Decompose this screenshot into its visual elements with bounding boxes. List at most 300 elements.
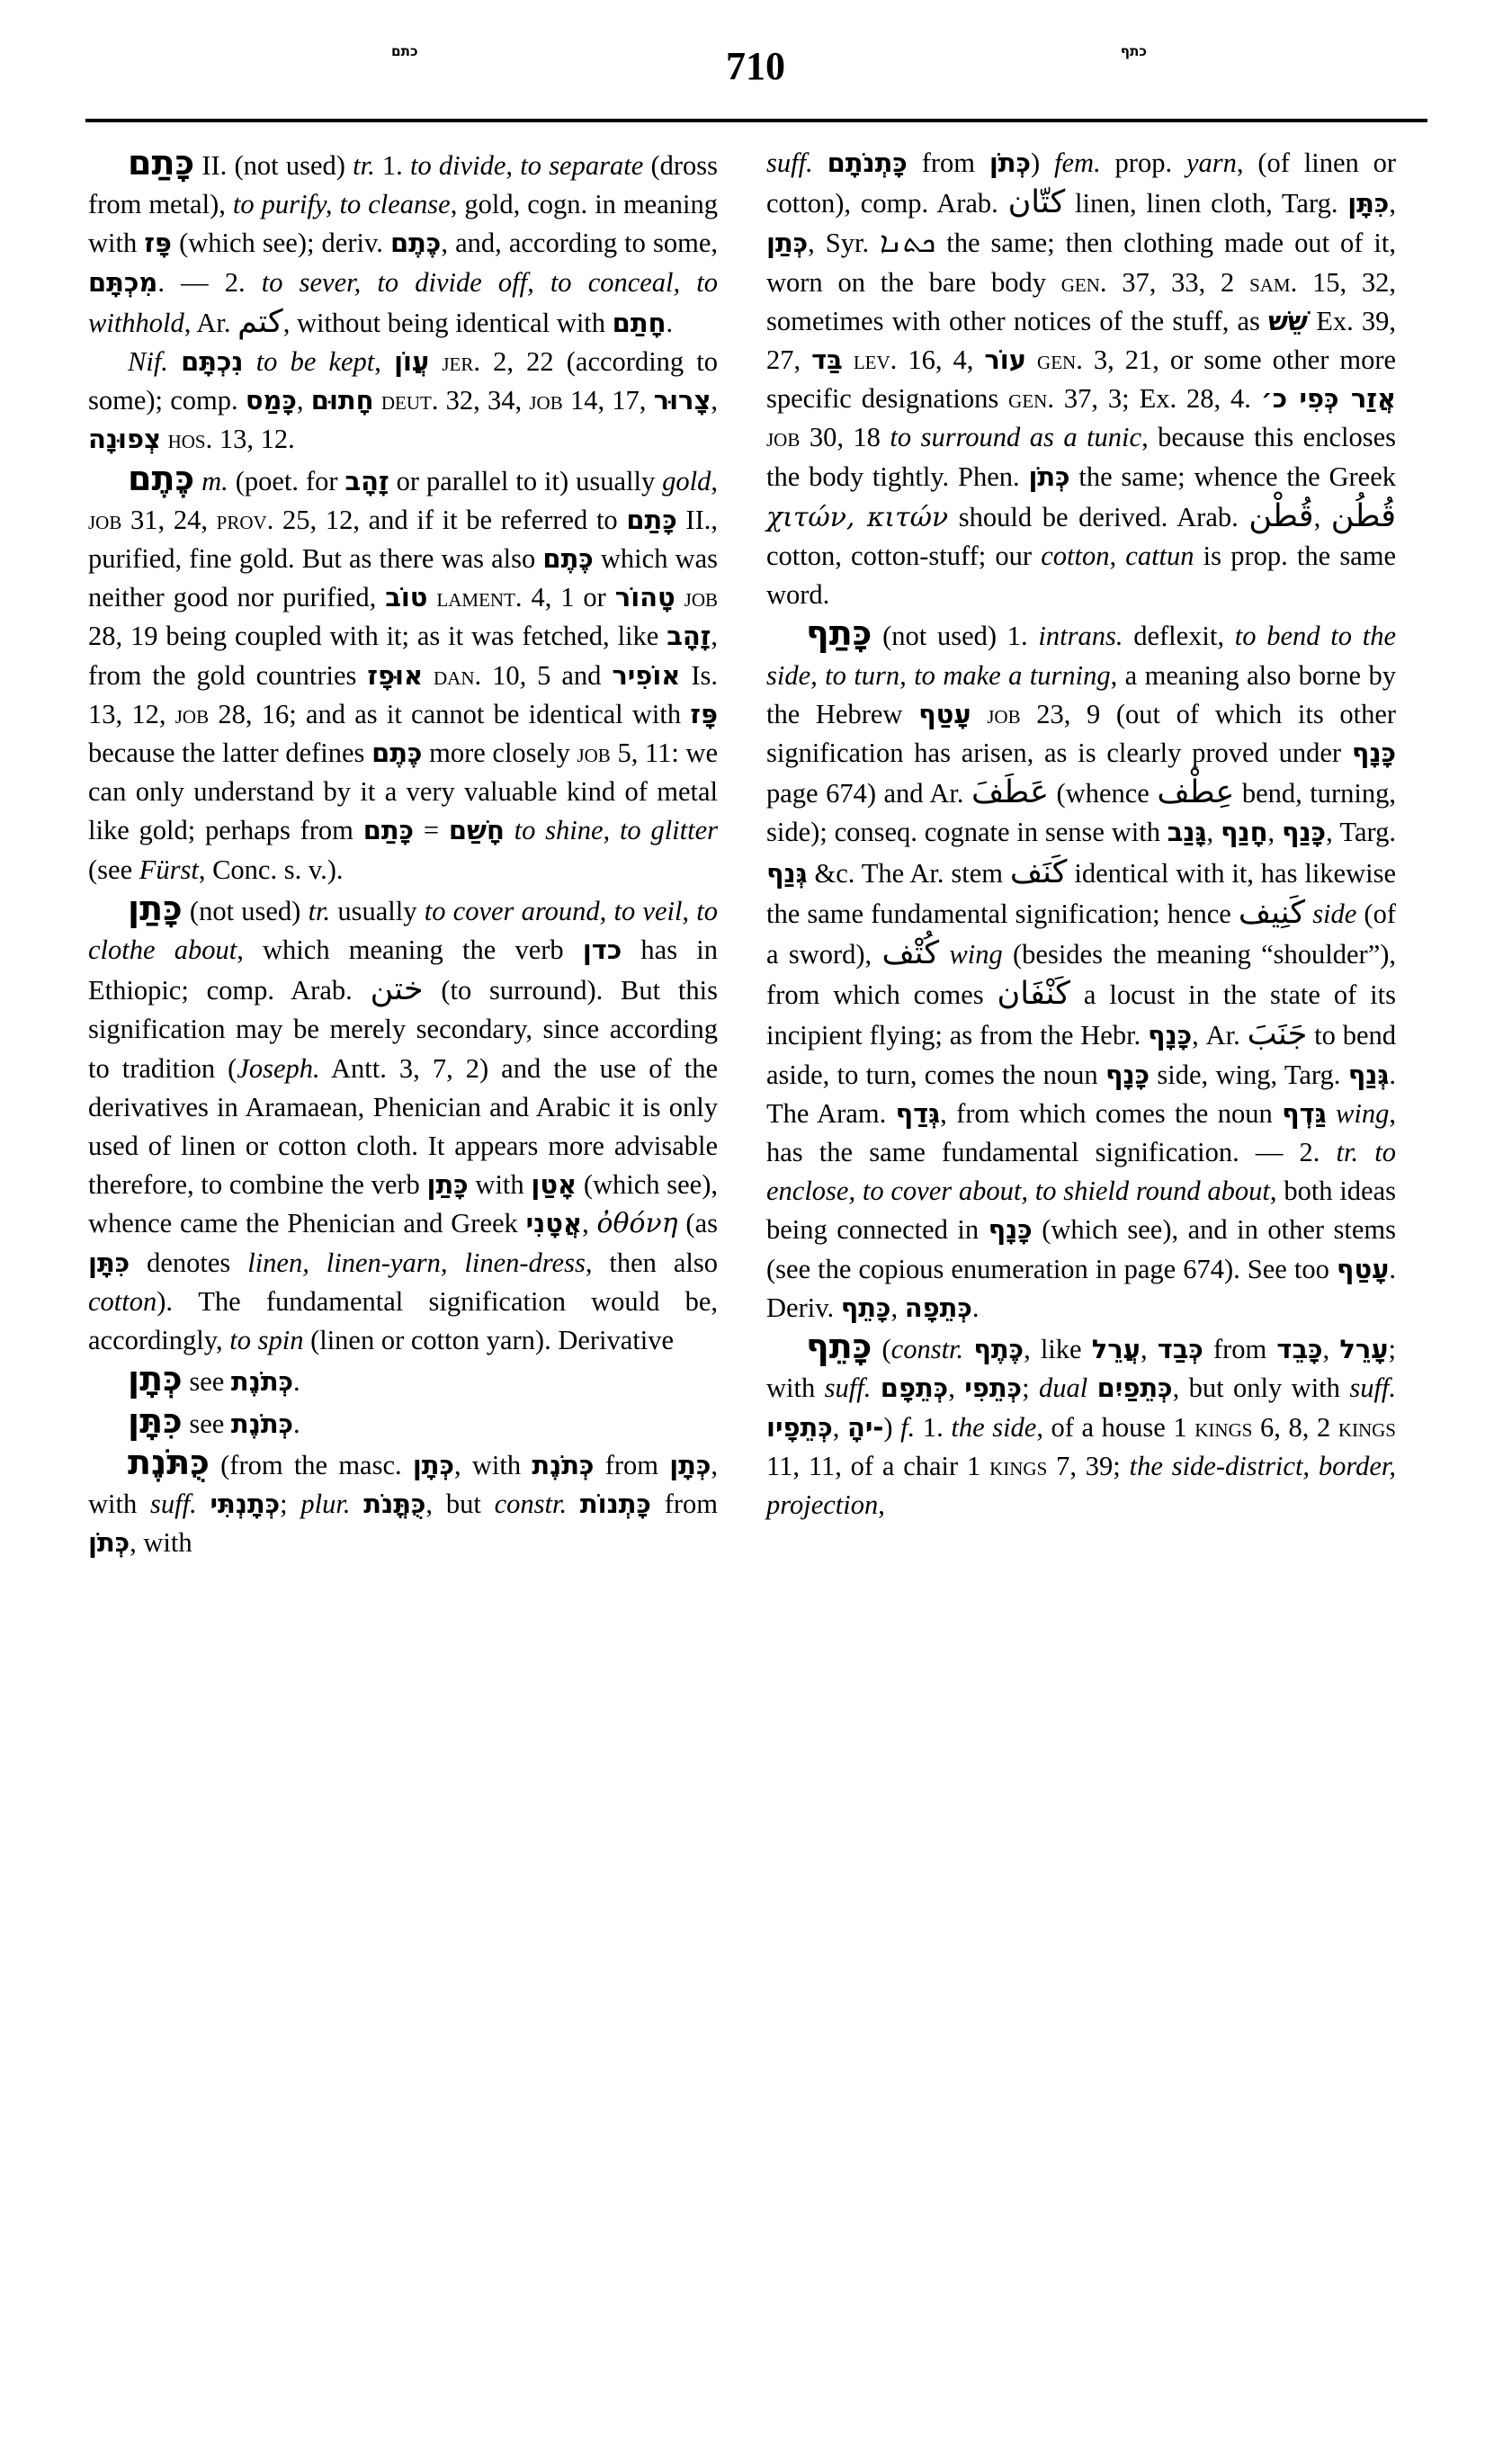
italic-gloss: f.	[900, 1411, 916, 1443]
text-run: ,	[878, 1489, 885, 1520]
text-run: 7, 39;	[1047, 1450, 1130, 1481]
text-run: II., purified, fine gold. But as there was also	[88, 504, 718, 575]
italic-gloss: tr. to enclose, to cover about, to shield round about	[766, 1137, 1397, 1207]
text-run: (dross from metal),	[88, 150, 718, 220]
scripture-reference: gen.	[1037, 344, 1083, 376]
text-run: the same; then clothing made out of it, worn on the bare body	[766, 228, 1396, 298]
hebrew-word: כָּנָף	[1105, 1059, 1150, 1090]
text-run	[427, 582, 436, 612]
text-run: with	[468, 1169, 532, 1201]
hebrew-word: כְּתָן	[412, 1449, 455, 1480]
hebrew-word: עָטַף	[1336, 1253, 1390, 1284]
hebrew-word: כֶּתֶף	[973, 1334, 1024, 1365]
text-run: from	[594, 1449, 670, 1480]
hebrew-word: זָהָב	[344, 465, 389, 496]
arabic-word: كتم	[237, 302, 283, 340]
italic-gloss: linen, linen-yarn, linen-dress	[247, 1247, 586, 1278]
text-run: or parallel to it) usually	[389, 465, 663, 496]
text-run: , then also	[585, 1247, 718, 1278]
entry-headword: כֶּתֶם	[128, 458, 195, 498]
text-run: (not used) 1.	[872, 621, 1039, 652]
scripture-reference: gen.	[1008, 383, 1054, 415]
dictionary-entry-katham-ii	[88, 144, 718, 343]
hebrew-word: כדן	[582, 934, 622, 966]
hebrew-word: אֲזַר כְּפִי כ׳	[1260, 383, 1397, 415]
text-run: , from which comes the noun	[940, 1097, 1283, 1129]
text-run: ;	[280, 1488, 301, 1519]
italic-gloss: intrans.	[1038, 621, 1123, 652]
arabic-word: كَنَف	[1009, 853, 1068, 890]
text-run: , from the gold countries	[88, 621, 718, 691]
arabic-word: كُتْف	[881, 934, 940, 972]
text-run: ,	[948, 1373, 965, 1404]
text-run: ,	[374, 346, 395, 378]
text-run: , of a house 1	[1036, 1411, 1195, 1443]
italic-gloss: to surround as a tunic	[890, 422, 1142, 453]
entry-headword: כָּתֵף	[806, 1327, 872, 1367]
scripture-reference: kings	[989, 1450, 1048, 1481]
hebrew-word: חָשַׁם	[448, 815, 505, 846]
hebrew-word: גַּדְף	[1282, 1097, 1327, 1129]
text-run: (	[872, 1334, 891, 1365]
hebrew-word: כְּתֵפָה	[904, 1292, 972, 1323]
text-run: , but only with	[1172, 1373, 1350, 1404]
italic-gloss: cotton	[88, 1285, 157, 1317]
hebrew-word: נִכְתָּם	[181, 346, 244, 378]
text-run: ,	[1206, 817, 1221, 848]
text-run: more closely	[422, 738, 577, 769]
text-run	[505, 815, 514, 845]
italic-gloss: cotton, cattun	[1041, 541, 1194, 572]
text-run	[680, 660, 691, 691]
hebrew-word: מִכְתָּם	[88, 266, 158, 298]
text-run: . — 2.	[157, 266, 262, 298]
arabic-word: عَطَفَ	[971, 773, 1049, 811]
hebrew-word: חָתַם	[612, 307, 667, 338]
text-run: ,	[1322, 1334, 1340, 1365]
italic-gloss: suff.	[824, 1373, 872, 1404]
text-run: denotes	[130, 1247, 248, 1278]
italic-gloss: to shine, to glitter	[514, 815, 718, 846]
text-run: Is.	[691, 659, 718, 691]
hebrew-word: צְפוּנָה	[88, 424, 161, 455]
scripture-reference: job	[577, 738, 611, 769]
hebrew-word: כְּתַן	[766, 228, 809, 259]
text-run: , Syr.	[808, 228, 881, 259]
text-run: 37, 3; Ex. 28, 4.	[1053, 383, 1261, 415]
text-run: 4, 1 or	[522, 582, 615, 613]
hebrew-word: כִּתָּן	[88, 1247, 130, 1278]
text-run: Antt. 3, 7, 2) and the use of the derivatives in Aramaean, Phenician and Arabic it is only used of linen or cotton cloth. It appears more advisable therefore, to combine the verb	[88, 1052, 718, 1201]
hebrew-word: כְּבַד	[1157, 1334, 1203, 1365]
text-run	[871, 1373, 880, 1403]
text-run: prop.	[1100, 148, 1186, 178]
header-left-catchword: כתם	[391, 43, 418, 59]
scripture-reference: lev.	[853, 344, 898, 376]
text-run: , a meaning also borne by the Hebrew	[766, 659, 1396, 729]
hebrew-word: כְּתֹן	[88, 1527, 130, 1559]
italic-gloss: fem.	[1054, 148, 1101, 178]
scripture-reference: prov.	[216, 504, 274, 535]
hebrew-word: כְּתֵפָיו	[766, 1411, 833, 1443]
scripture-reference: job	[88, 504, 122, 535]
text-run: ,	[1389, 188, 1396, 219]
text-run: (which see), whence came the Phenician and Greek	[88, 1169, 718, 1239]
text-run: 31, 24,	[121, 504, 217, 535]
hebrew-word: כָּבֵד	[1276, 1334, 1323, 1365]
scripture-reference: job	[174, 698, 210, 729]
page-number: 710	[726, 44, 785, 88]
hebrew-word: כְּתֹנֶת	[532, 1449, 595, 1480]
italic-gloss: to bend to the side, to turn, to make a turning	[766, 621, 1396, 691]
italic-gloss: suff.	[150, 1488, 197, 1519]
text-run: )	[1031, 148, 1055, 178]
text-run	[197, 1489, 210, 1519]
text-run: , with	[130, 1527, 192, 1559]
hebrew-word: עוֹר	[984, 344, 1027, 376]
text-run: ). The fundamental signification would be, accordingly,	[88, 1285, 718, 1356]
text-run: 1.	[374, 150, 410, 181]
text-run: 32, 34,	[438, 385, 530, 416]
italic-gloss: wing	[1336, 1097, 1390, 1129]
text-run	[1087, 1373, 1096, 1403]
italic-gloss: plur.	[300, 1488, 351, 1519]
dictionary-entry-katheph-verb	[766, 614, 1396, 1328]
arabic-word: كتّان	[1007, 183, 1066, 221]
text-run: usually	[330, 895, 425, 926]
text-run: (see	[88, 854, 139, 885]
entry-headword: כָּתַן	[128, 888, 183, 928]
text-run: . Deriv.	[766, 1253, 1396, 1323]
text-column-right	[766, 144, 1396, 1525]
italic-gloss: to cover around, to veil, to clothe about	[88, 895, 719, 966]
dictionary-entry-kuttoneth-cont	[766, 144, 1396, 614]
text-run: 23, 9 (out of which its other signification has arisen, as is clearly proved under	[766, 698, 1397, 769]
hebrew-word: צָרוּר	[653, 385, 711, 416]
hebrew-word: ‑יהָ	[846, 1411, 884, 1443]
text-run: , Targ.	[1326, 817, 1397, 848]
scripture-reference: sam.	[1249, 266, 1298, 298]
text-run: Ex. 39, 27,	[766, 305, 1396, 376]
text-run	[963, 1334, 973, 1364]
text-run: .	[971, 1292, 980, 1323]
hebrew-word: כְּתֵפִי	[964, 1373, 1023, 1404]
hebrew-word: בַּד	[811, 344, 843, 376]
text-run: ;	[1022, 1373, 1039, 1404]
italic-gloss: the side	[951, 1411, 1037, 1443]
text-run	[1327, 1098, 1336, 1129]
text-run	[971, 699, 988, 729]
scripture-reference: dan.	[434, 659, 482, 691]
hebrew-word: חָנַף	[1220, 817, 1268, 848]
arabic-word: ختن	[370, 970, 424, 1008]
italic-gloss: to sever, to divide off, to conceal, to withhold	[88, 266, 719, 338]
text-run: ,	[296, 385, 311, 416]
text-run: linen, linen cloth, Targ.	[1065, 188, 1348, 219]
text-run: , without being identical with	[282, 307, 613, 338]
entry-headword: כְּתָן	[128, 1359, 183, 1399]
text-run: ,	[1267, 817, 1282, 848]
italic-gloss: to divide, to separate	[409, 150, 644, 181]
hebrew-word: כָּנָף	[1351, 738, 1396, 769]
dictionary-entry-deriv-2	[88, 1402, 718, 1444]
scripture-reference: jer.	[442, 346, 480, 378]
hebrew-word: עֲוֹן	[394, 346, 430, 378]
text-run: , which meaning the verb	[237, 934, 583, 966]
arabic-word: قُطُن	[1330, 496, 1397, 534]
text-run: 2, 22 (according to some); comp.	[88, 346, 719, 416]
text-run: because the latter defines	[88, 738, 372, 769]
text-run: the same; whence the Greek	[1069, 460, 1396, 492]
text-run: (besides the meaning “shoulder”), from which comes	[766, 939, 1397, 1011]
text-run	[813, 148, 828, 178]
arabic-word: كَنْفَان	[997, 975, 1070, 1013]
arabic-word: جَنَبَ	[1247, 1015, 1308, 1053]
text-run: 6, 8, 2	[1252, 1411, 1338, 1443]
text-run	[1026, 344, 1037, 375]
text-run: 15, 32, sometimes with other notices of the stuff, as	[766, 266, 1397, 336]
scripture-reference: lament.	[436, 582, 523, 613]
text-run: 1.	[915, 1411, 952, 1443]
italic-gloss: m.	[201, 465, 228, 496]
hebrew-word: אֲטָנִי	[525, 1208, 583, 1239]
text-run	[843, 344, 854, 375]
text-run: 30, 18	[800, 422, 890, 453]
entry-headword: כָּתַם	[128, 143, 195, 183]
dictionary-entry-nifal	[88, 343, 718, 460]
italic-gloss: wing	[949, 939, 1003, 970]
text-run: 13, 12.	[212, 424, 295, 455]
text-run: cotton, cotton-stuff; our	[766, 541, 1042, 572]
italic-gloss: yarn	[1185, 148, 1237, 178]
syriac-word: ܟܬܢܐ	[880, 225, 936, 260]
running-head	[85, 43, 1426, 113]
text-run: bend, turning, side); conseq. cognate in sense with	[766, 778, 1396, 848]
entry-headword: כָּתַף	[806, 613, 872, 654]
text-run: deflexit,	[1123, 621, 1235, 652]
text-run: page 674) and Ar.	[766, 778, 972, 809]
text-run	[429, 346, 442, 377]
italic-gloss: Nif.	[128, 346, 168, 378]
arabic-word: قُطْن	[1248, 496, 1314, 534]
text-run: which was neither good nor purified,	[88, 543, 718, 613]
text-run	[161, 424, 168, 454]
text-run: , Ar.	[1192, 1020, 1248, 1051]
hebrew-word: שֵׁשׁ	[1268, 305, 1309, 336]
text-run: &c. The Ar. stem	[807, 857, 1010, 889]
text-run: ,	[1313, 501, 1331, 532]
hebrew-word: כְּתֹנֶת	[230, 1366, 294, 1398]
text-run: , and, according to some,	[441, 228, 718, 259]
text-run: , Conc. s. v.).	[198, 854, 344, 885]
text-run: is prop. the same word.	[766, 541, 1396, 611]
text-run: , gold, cogn. in meaning with	[88, 189, 718, 259]
text-run: (linen or cotton yarn). Derivative	[303, 1325, 675, 1356]
text-run	[244, 346, 256, 377]
dictionary-entry-kethem-noun	[88, 460, 718, 890]
header-right-catchword: כתף	[1120, 43, 1147, 59]
text-run: identical with it, has likewise the same fundamental signification; hence	[766, 857, 1396, 929]
text-run: 37, 33, 2	[1106, 266, 1250, 298]
italic-gloss: to be kept	[255, 346, 375, 378]
text-run	[939, 939, 949, 970]
hebrew-word: עָטַף	[918, 698, 971, 729]
text-run	[423, 660, 434, 691]
text-run	[168, 346, 181, 377]
hebrew-word: כְּתֹן	[1028, 460, 1070, 492]
dictionary-entry-deriv-1	[88, 1360, 718, 1401]
text-run: (which see), and in other stems (see the copious enumeration in page 674). See too	[766, 1214, 1397, 1284]
hebrew-word: גָּנַב	[1167, 817, 1207, 848]
text-run: 28, 16; and as it cannot be identical with	[209, 698, 691, 729]
text-run: 28, 19 being coupled with it; as it was fetched, like	[88, 621, 667, 652]
hebrew-word: אָטַן	[531, 1169, 577, 1201]
hebrew-word: כָּתַם	[362, 815, 415, 846]
text-run: 3, 21, or some other more specific designations	[766, 344, 1397, 415]
dictionary-entry-kuttoneth	[88, 1444, 718, 1563]
text-run: see	[182, 1366, 231, 1398]
greek-word: χιτών, κιτών	[766, 501, 949, 533]
hebrew-word: כְּתֹנֶת	[230, 1408, 294, 1439]
hebrew-word: כֶּתֶם	[542, 543, 594, 575]
hebrew-word: גְּדַף	[895, 1097, 941, 1129]
italic-gloss: tr.	[353, 150, 375, 181]
italic-gloss: constr.	[494, 1488, 568, 1519]
italic-gloss: suff.	[1349, 1373, 1397, 1404]
text-run	[374, 385, 381, 416]
text-run: ,	[582, 1208, 597, 1239]
text-run: , (of linen or cotton), comp. Arab.	[766, 148, 1396, 219]
hebrew-word: כָּנַף	[1281, 817, 1327, 848]
text-run: , like	[1024, 1334, 1092, 1365]
text-run: ,	[711, 465, 719, 496]
scripture-reference: job	[766, 422, 801, 453]
hebrew-word: זָהָב	[667, 621, 711, 652]
text-run: , with	[88, 1449, 719, 1519]
text-run: 13, 12,	[88, 698, 175, 729]
text-run: , because this encloses the body tightly. Phen.	[766, 422, 1396, 492]
text-run	[675, 582, 684, 612]
text-run: 14, 17,	[562, 385, 654, 416]
dictionary-entry-katheph-noun	[766, 1328, 1396, 1525]
text-run: =	[414, 815, 449, 846]
hebrew-word: גְּנַף	[766, 857, 808, 889]
text-run: from	[907, 148, 989, 178]
text-run: from	[1203, 1334, 1277, 1365]
hebrew-word: כָּתֵף	[840, 1292, 891, 1323]
italic-gloss: to spin	[229, 1325, 304, 1356]
italic-gloss: tr.	[308, 895, 331, 926]
text-run	[567, 1489, 580, 1519]
hebrew-word: כְּתֵפַיִם	[1096, 1373, 1173, 1404]
hebrew-word: טוֹב	[385, 582, 428, 613]
scripture-reference: job	[684, 582, 718, 613]
text-run: ; with	[766, 1334, 1397, 1404]
text-run: from	[650, 1488, 719, 1519]
hebrew-word: אוּפָז	[367, 659, 424, 691]
hebrew-word: כָּתַן	[426, 1169, 469, 1201]
scripture-reference: kings	[1338, 1411, 1396, 1443]
text-run: 5, 11: we can only understand by it a very valuable kind of metal like gold; perhaps from	[88, 738, 718, 846]
text-run: , but	[425, 1488, 495, 1519]
text-run: (not used)	[182, 895, 309, 926]
scripture-reference: job	[987, 698, 1021, 729]
italic-gloss: Fürst	[139, 854, 199, 885]
italic-gloss: dual	[1038, 1373, 1088, 1404]
hebrew-word: חָתוּם	[310, 385, 374, 416]
hebrew-word: כָּנָף	[988, 1214, 1033, 1246]
text-run: a locust in the state of its incipient flying; as from the Hebr.	[766, 979, 1397, 1051]
hebrew-word: כֻּתֳּנֹת	[363, 1488, 426, 1519]
hebrew-word: כִּתָּן	[1347, 188, 1390, 219]
text-run: 25, 12, and if it be referred to	[273, 504, 627, 535]
entry-headword: כִּתָּן	[128, 1400, 183, 1441]
text-run: ,	[1140, 1334, 1158, 1365]
text-run: ,	[890, 1292, 905, 1323]
text-run	[194, 466, 201, 496]
entry-headword: כֻּתֹּנֶת	[128, 1442, 210, 1482]
hebrew-word: כֶּתֶם	[389, 228, 442, 259]
scripture-reference: kings	[1194, 1411, 1253, 1443]
text-run: side, wing, Targ.	[1150, 1059, 1348, 1090]
hebrew-word: כְּתֹן	[989, 148, 1032, 178]
text-run: (of a sword),	[766, 898, 1396, 970]
hebrew-word: כָּתַם	[626, 504, 677, 535]
text-run: .	[666, 307, 674, 338]
text-run: II. (not used)	[194, 150, 353, 181]
italic-gloss: constr.	[890, 1334, 964, 1365]
text-run	[351, 1489, 364, 1519]
greek-word: ὀθόνη	[596, 1208, 678, 1240]
hebrew-word: עָרֵל	[1339, 1334, 1389, 1365]
arabic-word: عِطْف	[1157, 773, 1235, 811]
text-run: 10, 5 and	[481, 659, 613, 691]
text-run: , both ideas being connected in	[766, 1176, 1396, 1246]
scripture-reference: hos.	[167, 424, 213, 455]
text-run: , Ar.	[183, 307, 238, 338]
text-run: , has the same fundamental signification. — 2.	[766, 1097, 1396, 1168]
hebrew-word: טָהוֹר	[614, 582, 675, 613]
text-run: (from the masc.	[209, 1449, 413, 1480]
hebrew-word: כָּמַס	[245, 385, 297, 416]
text-run: has in Ethiopic; comp. Arab.	[88, 934, 719, 1006]
hebrew-word: עֲרֵל	[1091, 1334, 1141, 1365]
text-run	[1305, 899, 1312, 929]
hebrew-word: כְּתֵפָם	[880, 1373, 949, 1404]
text-run: 11, 11, of a chair 1	[766, 1450, 990, 1481]
text-run: ,	[711, 385, 719, 416]
text-run: .	[293, 1408, 300, 1439]
text-run: , with	[454, 1449, 532, 1480]
text-run: . The Aram.	[766, 1059, 1396, 1129]
text-run: ,	[832, 1411, 847, 1443]
italic-gloss: side	[1312, 898, 1357, 929]
text-run: to bend aside, to turn, comes the noun	[766, 1020, 1397, 1090]
arabic-word: كَنِيف	[1238, 893, 1306, 931]
hebrew-word: כָּתְנֹתָם	[827, 148, 908, 178]
italic-gloss: suff.	[766, 148, 813, 178]
text-run: (which see); deriv.	[171, 228, 390, 259]
hebrew-word: כֶּתֶם	[371, 738, 423, 769]
scripture-reference: job	[529, 385, 563, 416]
text-run: (to surround). But this signification may be merely secondary, since according to tradition (	[88, 975, 718, 1084]
hebrew-word: כְּתָן	[669, 1449, 711, 1480]
italic-gloss: the side-district, border, projection	[766, 1450, 1397, 1520]
text-run: should be derived. Arab.	[948, 501, 1249, 532]
text-run: (poet. for	[228, 465, 345, 496]
text-run: .	[293, 1366, 300, 1398]
hebrew-word: אוֹפִיר	[612, 659, 681, 691]
